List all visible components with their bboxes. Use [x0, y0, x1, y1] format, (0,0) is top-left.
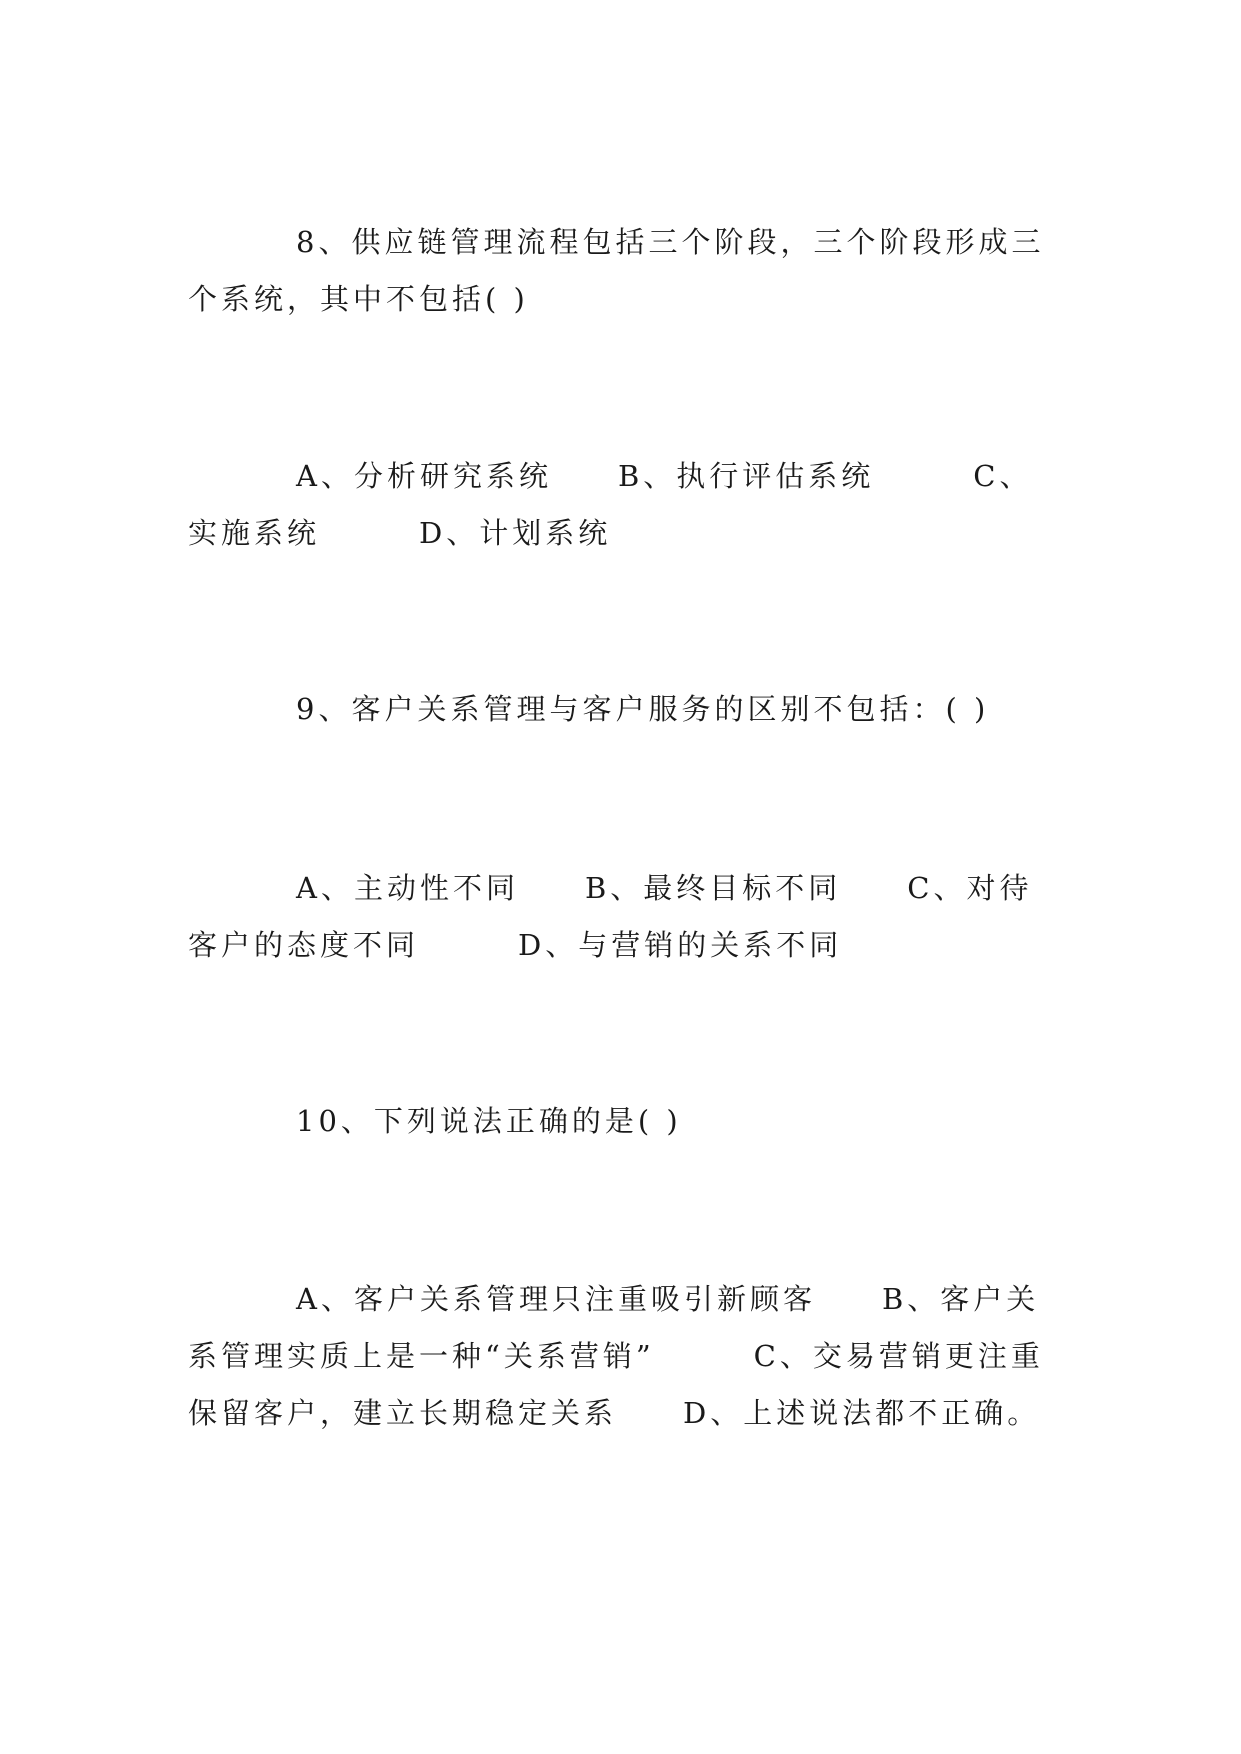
question-9-options: A、主动性不同 B、最终目标不同 C、对待客户的态度不同 D、与营销的关系不同: [188, 871, 1033, 962]
question-10-options: A、客户关系管理只注重吸引新顾客 B、客户关系管理实质上是一种“关系营销” C、交易营销更注重保留客户，建立长期稳定关系 D、上述说法都不正确。: [188, 1282, 1044, 1430]
question-10-stem: 10、下列说法正确的是( ): [296, 1104, 682, 1138]
question-8-stem: 8、供应链管理流程包括三个阶段，三个阶段形成三个系统，其中不包括( ): [188, 225, 1045, 316]
question-9-stem: 9、客户关系管理与客户服务的区别不包括：( ): [296, 692, 990, 726]
question-8-options: A、分析研究系统 B、执行评估系统 C、实施系统 D、计划系统: [188, 459, 1033, 550]
